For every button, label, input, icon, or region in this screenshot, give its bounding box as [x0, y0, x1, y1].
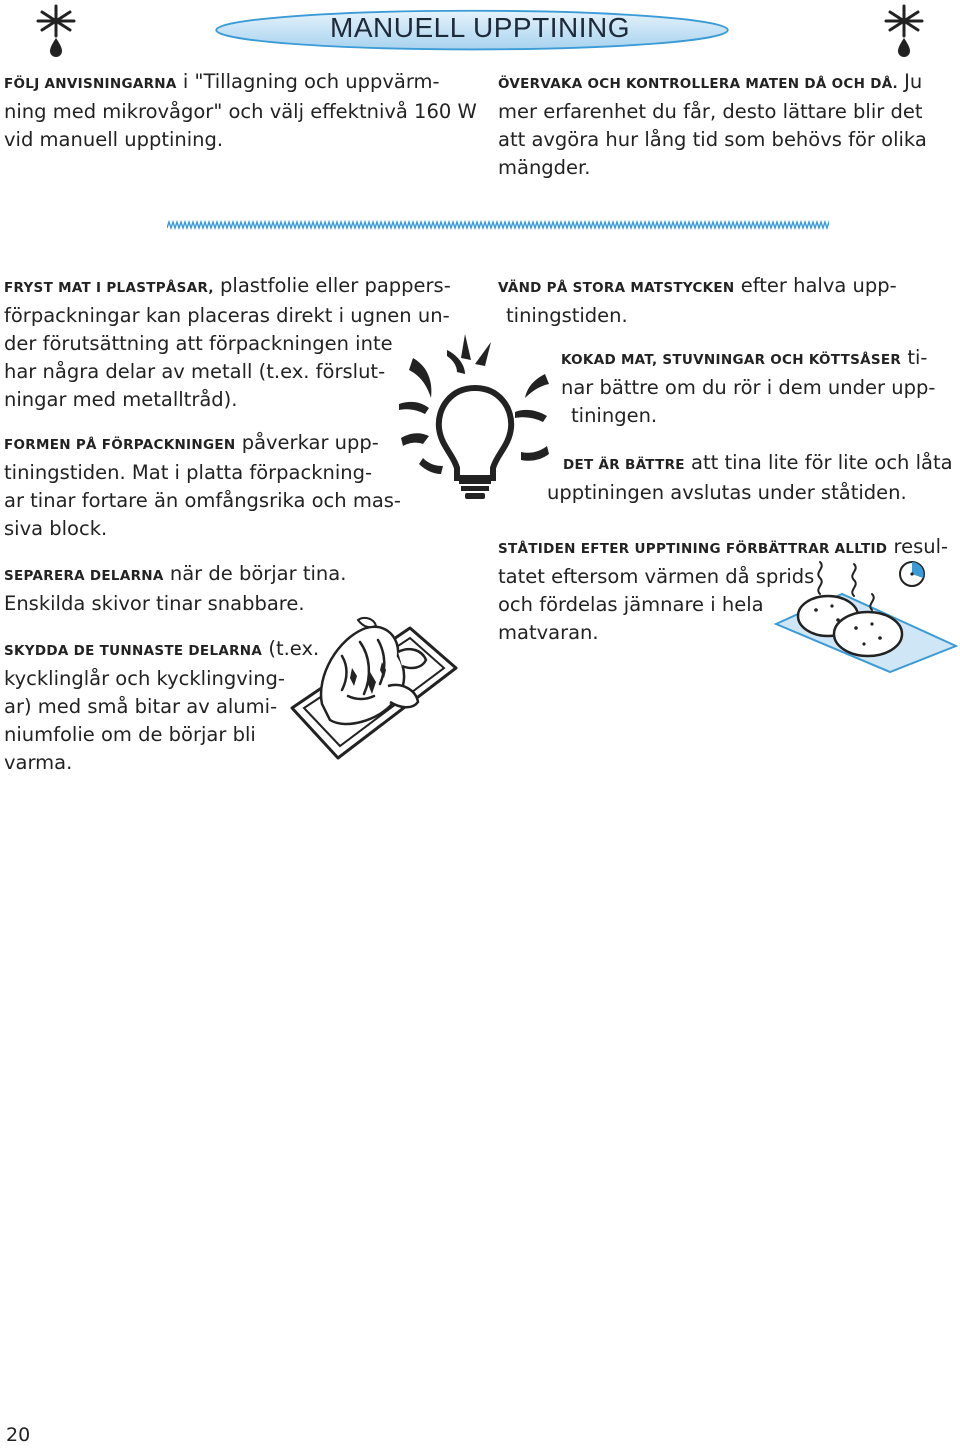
steaming-potatoes-illustration [772, 554, 958, 674]
intro-left: FÖLJ ANVISNINGARNA i "Tillagning och uppvärm- ning med mikrovågor" och välj effektnivå 160 W vid manuell upptining. [4, 70, 477, 151]
snowflake-drop-icon [28, 2, 84, 58]
page-title: MANUELL UPPTINING [330, 12, 630, 43]
page-number: 20 [6, 1424, 31, 1446]
snowflake-drop-icon [876, 2, 932, 58]
intro-right: ÖVERVAKA OCH KONTROLLERA MATEN DÅ OCH DÅ. Ju mer erfarenhet du får, desto lättare blir det att avgöra hur lång tid som behövs för olika mängder. [498, 70, 927, 179]
tip-frozen-packaging: FRYST MAT I PLASTPÅSAR, plastfolie eller pappers- förpackningar kan placeras direkt i ugnen un- der förutsättning att förpackningen inte har några delar av metall (t.ex. förslut- ningar med metalltråd). [4, 274, 451, 411]
tip-heading: KOKAD MAT, STUVNINGAR OCH KÖTTSÅSER [561, 352, 902, 368]
lightbulb-icon [395, 328, 555, 503]
tip-heading: FRYST MAT I PLASTPÅSAR, [4, 280, 214, 296]
tip-turn-large-pieces: VÄND PÅ STORA MATSTYCKEN efter halva upp- tiningstiden. [498, 274, 897, 327]
tip-thaw-too-little: DET ÄR BÄTTRE att tina lite för lite och låta upptiningen avslutas under ståtiden. [547, 451, 953, 504]
tip-package-shape: FORMEN PÅ FÖRPACKNINGEN påverkar upp- tiningstiden. Mat i platta förpackning- ar tinar fortare än omfångsrika och mas- siva block. [4, 431, 401, 540]
zigzag-divider [167, 220, 829, 230]
tip-heading: SKYDDA DE TUNNASTE DELARNA [4, 643, 263, 659]
tip-heading: DET ÄR BÄTTRE [563, 457, 685, 473]
tip-heading: VÄND PÅ STORA MATSTYCKEN [498, 280, 735, 296]
tip-standing-time: STÅTIDEN EFTER UPPTINING FÖRBÄTTRAR ALLTID resul- tatet eftersom värmen då sprids och fördelas jämnare i hela matvaran. [498, 535, 949, 644]
intro-right-heading: ÖVERVAKA OCH KONTROLLERA MATEN DÅ OCH DÅ. [498, 76, 898, 92]
intro-left-heading: FÖLJ ANVISNINGARNA [4, 76, 177, 92]
tip-heading: FORMEN PÅ FÖRPACKNINGEN [4, 437, 236, 453]
tip-separate-parts: SEPARERA DELARNA när de börjar tina. Enskilda skivor tinar snabbare. [4, 562, 347, 615]
frozen-chicken-illustration [282, 612, 460, 764]
tip-heading: SEPARERA DELARNA [4, 568, 164, 584]
tip-protect-thin-parts: SKYDDA DE TUNNASTE DELARNA (t.ex. kycklinglår och kycklingving- ar) med små bitar av alumi- niumfolie om de börjar bli varma. [4, 637, 320, 774]
tip-heading: STÅTIDEN EFTER UPPTINING FÖRBÄTTRAR ALLTID [498, 541, 888, 557]
tip-stir-cooked-food: KOKAD MAT, STUVNINGAR OCH KÖTTSÅSER ti- nar bättre om du rör i dem under upp- tiningen. [561, 346, 936, 427]
